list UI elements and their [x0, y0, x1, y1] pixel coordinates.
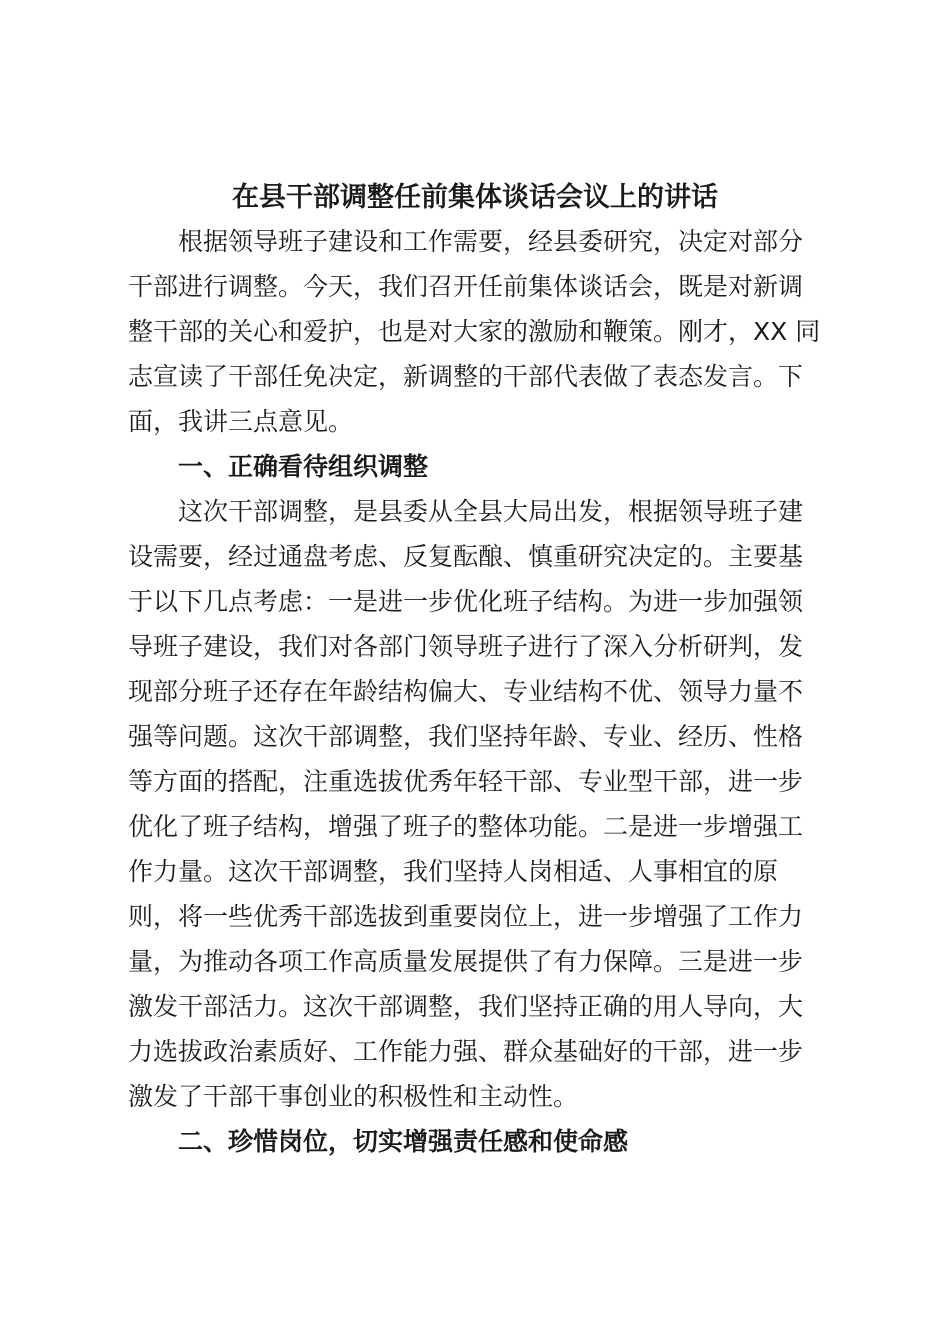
paragraph-line: 激发干部活力。这次干部调整，我们坚持正确的用人导向，大	[128, 992, 804, 1021]
paragraph-line: 优化了班子结构，增强了班子的整体功能。二是进一步增强工	[128, 812, 804, 841]
section-heading-1: 一、正确看待组织调整	[178, 452, 429, 481]
document-title: 在县干部调整任前集体谈话会议上的讲话	[232, 182, 718, 213]
paragraph-line: 激发了干部干事创业的积极性和主动性。	[128, 1082, 579, 1111]
paragraph-line: 整干部的关心和爱护，也是对大家的激励和鞭策。刚才，XX 同	[128, 317, 821, 346]
paragraph-line: 量，为推动各项工作高质量发展提供了有力保障。三是进一步	[128, 947, 804, 976]
section-heading-2: 二、珍惜岗位，切实增强责任感和使命感	[178, 1127, 629, 1156]
paragraph-line: 志宣读了干部任免决定，新调整的干部代表做了表态发言。下	[128, 362, 804, 391]
paragraph-line: 作力量。这次干部调整，我们坚持人岗相适、人事相宜的原	[128, 857, 779, 886]
paragraph-line: 强等问题。这次干部调整，我们坚持年龄、专业、经历、性格	[128, 722, 804, 751]
paragraph-line: 导班子建设，我们对各部门领导班子进行了深入分析研判，发	[128, 632, 804, 661]
paragraph-line: 这次干部调整，是县委从全县大局出发，根据领导班子建	[178, 497, 804, 526]
paragraph-line: 等方面的搭配，注重选拔优秀年轻干部、专业型干部，进一步	[128, 767, 804, 796]
paragraph-line: 干部进行调整。今天，我们召开任前集体谈话会，既是对新调	[128, 272, 804, 301]
paragraph-line: 现部分班子还存在年龄结构偏大、专业结构不优、领导力量不	[128, 677, 804, 706]
paragraph-line: 于以下几点考虑：一是进一步优化班子结构。为进一步加强领	[128, 587, 804, 616]
paragraph-line: 则，将一些优秀干部选拔到重要岗位上，进一步增强了工作力	[128, 902, 804, 931]
paragraph-line: 面，我讲三点意见。	[128, 407, 354, 436]
paragraph-line: 根据领导班子建设和工作需要，经县委研究，决定对部分	[178, 227, 804, 256]
paragraph-line: 力选拔政治素质好、工作能力强、群众基础好的干部，进一步	[128, 1037, 804, 1066]
paragraph-line: 设需要，经过通盘考虑、反复酝酿、慎重研究决定的。主要基	[128, 542, 804, 571]
